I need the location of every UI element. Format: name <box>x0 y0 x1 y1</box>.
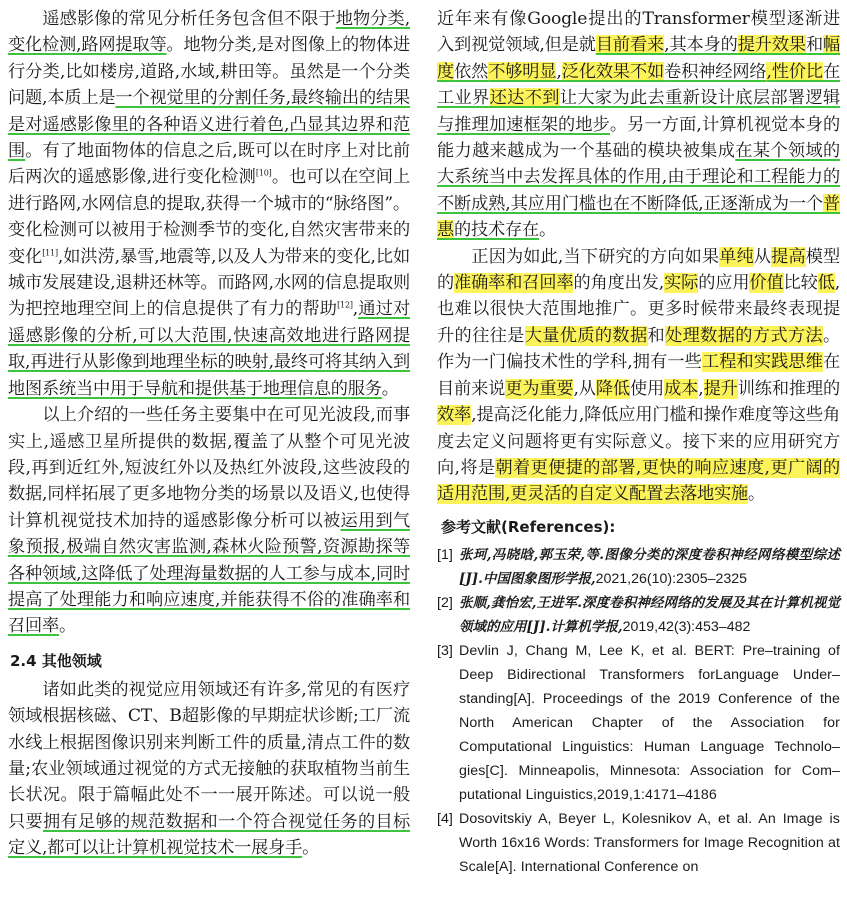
highlighted-text: 目前看来 <box>595 35 665 56</box>
paragraph-remote-sensing-tasks: 遥感影像的常见分析任务包含但不限于地物分类,变化检测,路网提取等。地物分类,是对图像上的物体进行分类,比如楼房,道路,水域,耕田等。虽然是一个分类问题,本质上是一个视觉里的分割任务,最终输出的结果是对遥感影像里的各种语义进行着色,凸显其边界和范围。有了地面物体的信息之后,既可以在时序上对比前后两次的遥感影像,进行变化检测[10]。也可以在空间上进行路网,水网信息的提取,获得一个城市的“脉络图”。变化检测可以被用于检测季节的变化,自然灾害带来的变化[11],如洪涝,暴雪,地震等,以及人为带来的变化,比如城市发展建设,退耕还林等。而路网,水网的信息提取则为把控地理空间上的信息提供了有力的帮助[12],通过对遥感影像的分析,可以大范围,快速高效地进行路网提取,再进行从影像到地理坐标的映射,最终可将其纳入到地图系统当中用于导航和提供基于地理信息的服务。 <box>8 9 410 399</box>
citation[interactable]: [11] <box>42 247 58 257</box>
highlighted-text: 效率 <box>437 405 472 426</box>
highlighted-text: 价值 <box>749 273 784 294</box>
references-heading: 参考文献(References): <box>441 517 616 536</box>
highlighted-text: 降低 <box>595 378 630 399</box>
underlined-text: 地物分类,变化检测,路网提取等 <box>8 9 410 56</box>
reference-item <box>437 591 840 639</box>
highlighted-text: 实际 <box>664 273 699 294</box>
paragraph-other-fields: 诸如此类的视觉应用领域还有许多,常见的有医疗领域根据核磁、CT、B超影像的早期症状诊断;工厂流水线上根据图像识别来判断工件的质量,清点工件的数量;农业领域通过视觉的方式无接触的获取植物当前生长状况。限于篇幅此处不一一展开陈述。可以说一般只要拥有足够的规范数据和一个符合视觉任务的目标定义,都可以让计算机视觉技术一展身手。 <box>8 679 410 859</box>
right-column <box>437 6 840 879</box>
highlighted-text: 性价比 <box>771 61 823 82</box>
reference-number: [3] <box>437 642 453 659</box>
underlined-text: 运用到气象预报,极端自然灾害监测,森林火险预警,资源勘探等各种领域,这降低了处理海量数据的人工参与成本,同时提高了处理能力和响应速度,并能获得不俗的准确率和召回率 <box>8 510 411 637</box>
paragraph-research-direction: 正因为如此,当下研究的方向如果单纯从提高模型的准确率和召回率的角度出发,实际的应用价值比较低,也难以很快大范围地推广。更多时候带来最终表现提升的往往是大量优质的数据和处理数据的方式方法。作为一门偏技术性的学科,拥有一些工程和实践思维在目前来说更为重要,从降低使用成本,提升训练和推理的效率,提高泛化能力,降低应用门槛和操作难度等这些角度去定义问题将更有实际意义。接下来的应用研究方向,将是朝着更便捷的部署,更快的响应速度,更广阔的适用范围,更灵活的自定义配置去落地实施。 <box>437 246 840 505</box>
reference-number: [4] <box>437 810 453 827</box>
reference-item <box>437 543 840 591</box>
reference-item <box>437 807 840 879</box>
highlighted-text: 朝着更便捷的部署,更快的响应速度,更广阔的适用范围,更灵活的自定义配置去落地实施 <box>437 457 840 505</box>
highlighted-text: 准确率和召回率 <box>454 273 574 294</box>
highlighted-text: 大量优质的数据 <box>524 325 648 346</box>
highlighted-text: 提高 <box>771 246 806 267</box>
reference-text: Dosovitskiy A, Beyer L, Kolesnikov A, et al. An Image is Worth 16x16 Words: Transformers for Image Recognition at Scale[A]. International Conference on <box>459 810 840 875</box>
highlighted-text: 还达不到 <box>489 88 560 109</box>
highlighted-text: 更为重要 <box>505 378 574 399</box>
reference-text: Devlin J, Chang M, Lee K, et al. BERT: Pre–training of Deep Bidirectional Transformers forLanguage Under–standing[A]. Proceedings of the 2019 Conference of the North American Chapter of the Association for Computational Linguistics: Human Language Technolo–gies[C]. Minneapolis, Minnesota: Association for Com–putational Linguistics,2019,1:4171–4186 <box>459 642 840 803</box>
highlighted-text: 提升效果 <box>737 35 806 56</box>
underlined-text: 一个视觉里的分割任务,最终输出的结果是对遥感影像里的各种语义进行着色,凸显其边界和范围 <box>8 88 410 162</box>
highlighted-text: 提升 <box>703 378 738 399</box>
underlined-text: 通过对遥感影像的分析,可以大范围,快速高效地进行路网提取,再进行从影像到地理坐标的映射,最终可将其纳入到地图系统当中用于导航和提供基于地理信息的服务 <box>8 299 410 399</box>
reference-number: [1] <box>437 546 453 563</box>
highlighted-text: 不够明显 <box>488 61 557 82</box>
reference-text: 张顺,龚怡宏,王进军.深度卷积神经网络的发展及其在计算机视觉领域的应用[J].计算机学报,2019,42(3):453–482 <box>459 594 840 635</box>
paragraph-spectral-bands: 以上介绍的一些任务主要集中在可见光波段,而事实上,遥感卫星所提供的数据,覆盖了从整个可见光波段,再到近红外,短波红外以及热红外波段,这些波段的数据,同样拓展了更多地物分类的场景以及语义,也使得计算机视觉技术加持的遥感影像分析可以被运用到气象预报,极端自然灾害监测,森林火险预警,资源勘探等各种领域,这降低了处理海量数据的人工参与成本,同时提高了处理能力和响应速度,并能获得不俗的准确率和召回率。 <box>8 405 411 637</box>
highlighted-text: 幅度 <box>437 35 841 82</box>
citation[interactable]: [12] <box>337 300 353 310</box>
section-heading: 2.4 其他领域 <box>10 651 102 670</box>
reference-number: [2] <box>437 594 453 611</box>
underlined-text: 拥有足够的规范数据和一个符合视觉任务的目标定义,都可以让计算机视觉技术一展身手 <box>8 811 410 859</box>
paragraph-transformer: 近年来有像Google提出的Transformer模型逐渐进入到视觉领域,但是就目前看来,其本身的提升效果和幅度依然不够明显,泛化效果不如卷积神经网络,性价比在工业界还达不到让大家为此去重新设计底层部署逻辑与推理加速框架的地步。另一方面,计算机视觉本身的能力越来越成为一个基础的模块被集成在某个领域的大系统当中去发挥具体的作用,由于理论和工程能力的不断成熟,其应用门槛也在不断降低,正逐渐成为一个普惠的技术存在。 <box>437 9 841 241</box>
highlighted-text: 低 <box>817 273 835 294</box>
highlighted-text: 普惠 <box>437 193 840 241</box>
highlighted-text: 成本 <box>664 378 699 399</box>
underlined-text: 在某个领域的大系统当中去发挥具体的作用,由于理论和工程能力的不断成熟,其应用门槛也在不断降低,正逐渐成为一个 <box>437 141 840 214</box>
highlighted-text: 处理数据的方式方法 <box>665 325 823 346</box>
reference-item <box>437 639 840 807</box>
citation[interactable]: [10] <box>255 168 272 178</box>
highlighted-text: , <box>766 61 772 82</box>
highlighted-text: 泛化效果不如 <box>561 61 665 82</box>
reference-text: 张珂,冯晓晗,郭玉荣,等.图像分类的深度卷积神经网络模型综述[J].中国图象图形学报,2021,26(10):2305–2325 <box>459 546 840 587</box>
highlighted-text: 工程和实践思维 <box>701 352 823 373</box>
highlighted-text: 单纯 <box>719 246 754 267</box>
left-column <box>8 6 410 862</box>
